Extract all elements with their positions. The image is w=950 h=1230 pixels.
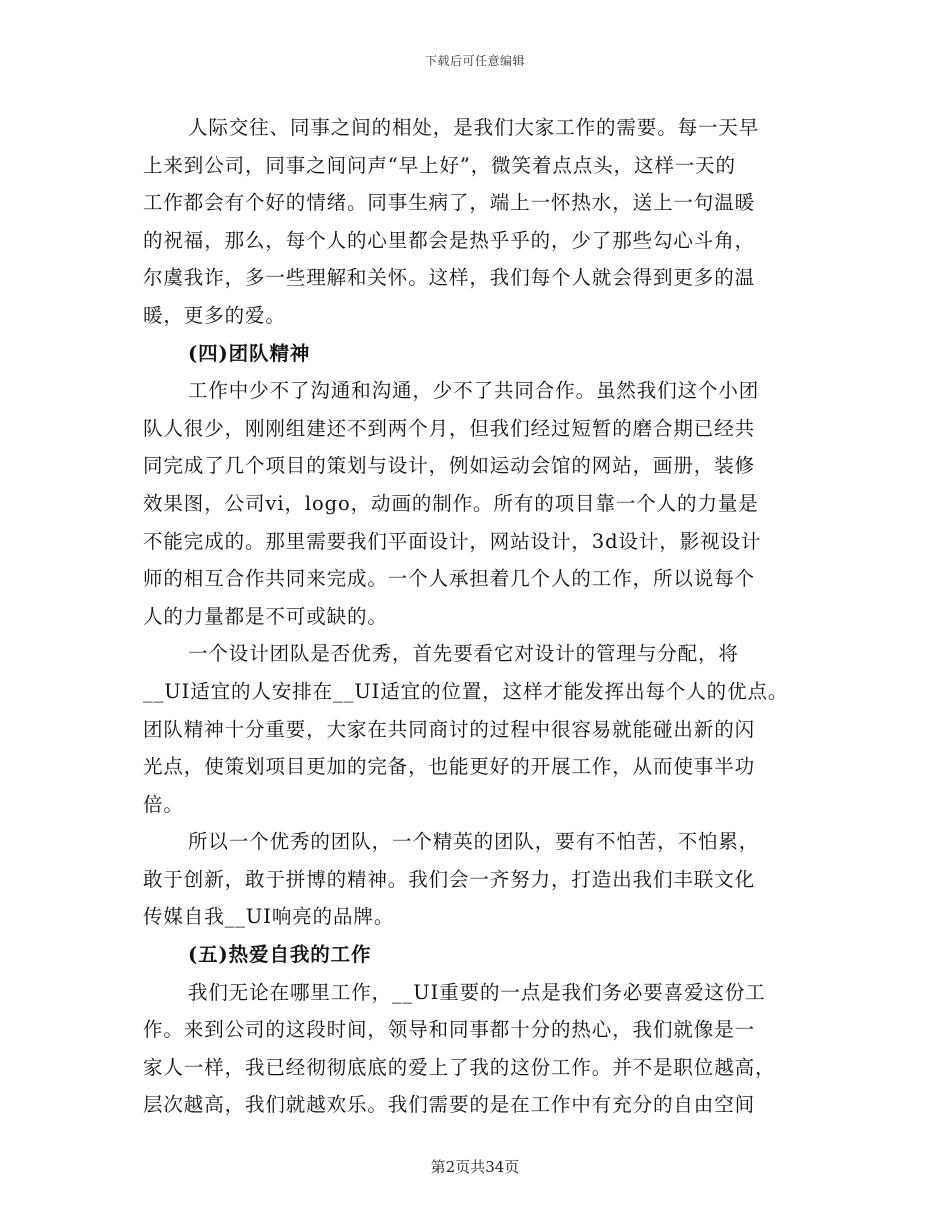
text-line: __UI适宜的人安排在__UI适宜的位置，这样才能发挥出每个人的优点。 [143, 679, 789, 703]
text-line: 家人一样，我已经彻彻底底的爱上了我的这份工作。并不是职位越高， [143, 1055, 776, 1079]
text-line: 作。来到公司的这段时间，领导和同事都十分的热心，我们就像是一 [143, 1018, 756, 1042]
text-line: 师的相互合作共同来完成。一个人承担着几个人的工作，所以说每个 [143, 567, 756, 591]
text-line: 光点，使策划项目更加的完备，也能更好的开展工作，从而使事半功 [143, 755, 756, 779]
text-line: 效果图，公司vi，logo，动画的制作。所有的项目靠一个人的力量是 [143, 491, 759, 515]
text-line: 上来到公司，同事之间问声“早上好”，微笑着点点头，这样一天的 [143, 153, 736, 177]
text-line: 团队精神十分重要，大家在共同商讨的过程中很容易就能碰出新的闪 [143, 717, 756, 741]
text-line: 一个设计团队是否优秀，首先要看它对设计的管理与分配，将 [188, 642, 739, 666]
text-line: 层次越高，我们就越欢乐。我们需要的是在工作中有充分的自由空间 [143, 1093, 756, 1117]
section-heading: (四)团队精神 [188, 341, 311, 365]
text-line: 同完成了几个项目的策划与设计，例如运动会馆的网站，画册，装修 [143, 454, 756, 478]
text-line: 人的力量都是不可或缺的。 [143, 604, 388, 628]
text-line: 工作中少不了沟通和沟通，少不了共同合作。虽然我们这个小团 [188, 379, 760, 403]
text-line: 所以一个优秀的团队，一个精英的团队，要有不怕苦，不怕累， [188, 830, 760, 854]
page-header: 下载后可任意编辑 [424, 54, 525, 68]
section-heading: (五)热爱自我的工作 [188, 943, 372, 967]
text-line: 队人很少，刚刚组建还不到两个月，但我们经过短暂的磨合期已经共 [143, 416, 756, 440]
text-line: 我们无论在哪里工作，__UI重要的一点是我们务必要喜爱这份工 [188, 980, 766, 1004]
text-line: 传媒自我__UI响亮的品牌。 [143, 905, 395, 929]
text-line: 暖，更多的爱。 [143, 303, 286, 327]
text-line: 不能完成的。那里需要我们平面设计，网站设计，3d设计，影视设计 [143, 529, 762, 553]
text-line: 尔虞我诈，多一些理解和关怀。这样，我们每个人就会得到更多的温 [143, 266, 756, 290]
text-line: 倍。 [143, 792, 184, 816]
text-line: 敢于创新，敢于拼博的精神。我们会一齐努力，打造出我们丰联文化 [143, 867, 756, 891]
text-line: 工作都会有个好的情绪。同事生病了，端上一怀热水，送上一句温暖 [143, 191, 756, 215]
text-line: 的祝福，那么，每个人的心里都会是热乎乎的，少了那些勾心斗角， [143, 228, 756, 252]
page-footer: 第2页共34页 [430, 1158, 520, 1176]
text-line: 人际交往、同事之间的相处，是我们大家工作的需要。每一天早 [188, 116, 760, 139]
document-body [143, 109, 803, 1124]
